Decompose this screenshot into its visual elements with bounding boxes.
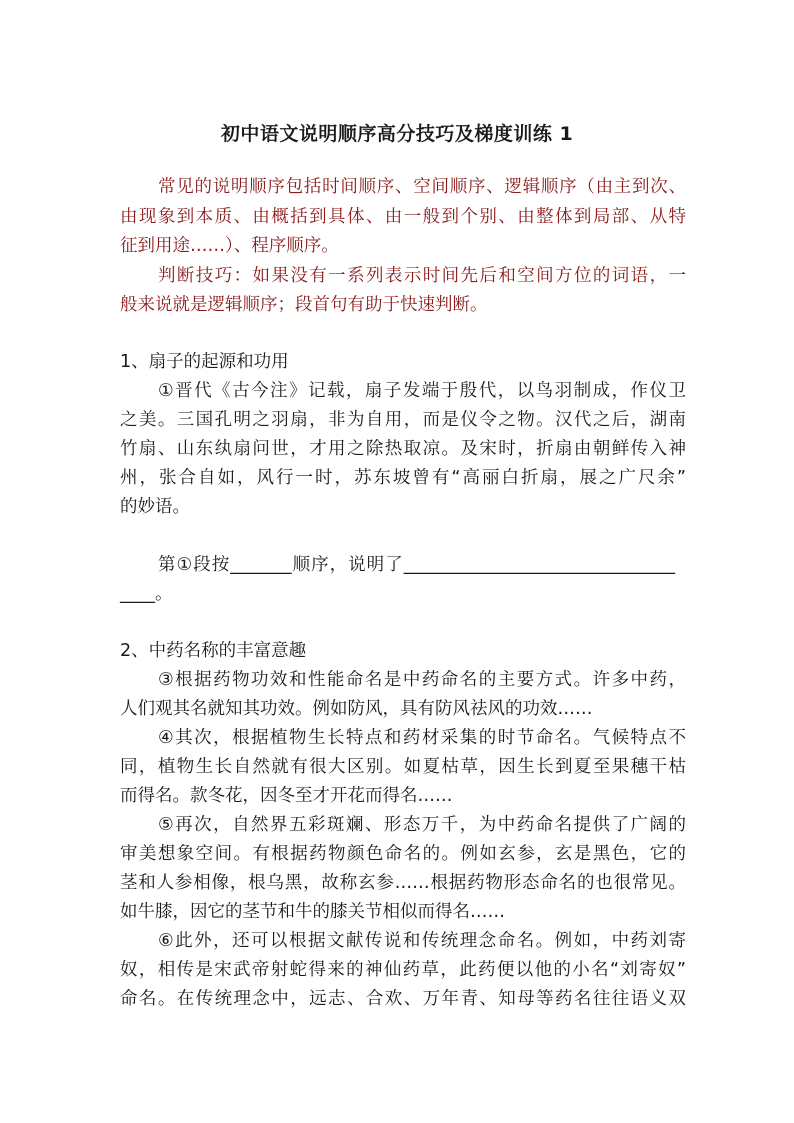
intro-line-4: 判断技巧：如果没有一系列表示时间先后和空间方位的词语，一: [158, 266, 686, 286]
section2-line-6: ⑤再次，自然界五彩斑斓、形态万千，为中药命名提供了广阔的: [158, 815, 686, 835]
section2-line-11: 奴，相传是宋武帝射蛇得来的神仙药草，此药便以他的小名“刘寄奴”: [120, 960, 686, 980]
section2-line-7: 审美想象空间。有根据药物颜色命名的。例如玄参，玄是黑色，它的: [120, 844, 686, 864]
section2-line-5: 而得名。款冬花，因冬至才开花而得名……: [120, 786, 453, 806]
section1-heading: 1、扇子的起源和功用: [120, 352, 289, 372]
intro-line-2: 由现象到本质、由概括到具体、由一般到个别、由整体到局部、从特: [120, 207, 686, 227]
section1-line-2: 之美。三国孔明之羽扇，非为自用，而是仪令之物。汉代之后，湖南: [120, 410, 686, 430]
section1-line-5: 的妙语。: [120, 497, 190, 517]
section1-line-1: ①晋代《古今注》记载，扇子发端于殷代，以鸟羽制成，作仪卫: [158, 381, 686, 401]
section2-line-2: 人们观其名就知其功效。例如防风，具有防风祛风的功效……: [120, 699, 593, 719]
section2-line-4: 同，植物生长自然就有很大区别。如夏枯草，因生长到夏至果穗干枯: [120, 757, 686, 777]
section2-line-9: 如牛膝，因它的茎节和牛的膝关节相似而得名……: [120, 902, 505, 922]
intro-line-1: 常见的说明顺序包括时间顺序、空间顺序、逻辑顺序（由主到次、: [158, 177, 686, 197]
section2-line-10: ⑥此外，还可以根据文献传说和传统理念命名。例如，中药刘寄: [158, 931, 686, 951]
section2-line-12: 命名。在传统理念中，远志、合欢、万年青、知母等药名往往语义双: [120, 989, 686, 1009]
section1-line-4: 州，张合自如，风行一时，苏东坡曾有“高丽白折扇，展之广尺余”: [120, 468, 686, 488]
section1-question-line-2: ____。: [120, 584, 173, 604]
intro-line-3: 征到用途……）、程序顺序。: [120, 236, 339, 256]
section2-line-8: 茎和人参相像，根乌黑，故称玄参……根据药物形态命名的也很常见。: [120, 873, 686, 893]
section2-line-3: ④其次，根据植物生长特点和药材采集的时节命名。气候特点不: [158, 728, 686, 748]
document-title: 初中语文说明顺序高分技巧及梯度训练 1: [220, 123, 574, 145]
section2-line-1: ③根据药物功效和性能命名是中药命名的主要方式。许多中药，: [158, 670, 686, 690]
intro-line-5: 般来说就是逻辑顺序；段首句有助于快速判断。: [120, 295, 488, 315]
section1-line-3: 竹扇、山东纨扇问世，才用之除热取凉。及宋时，折扇由朝鲜传入神: [120, 439, 686, 459]
section2-heading: 2、中药名称的丰富意趣: [120, 641, 307, 661]
section1-question-line-1: 第①段按_______顺序，说明了_______________________________: [158, 555, 675, 575]
